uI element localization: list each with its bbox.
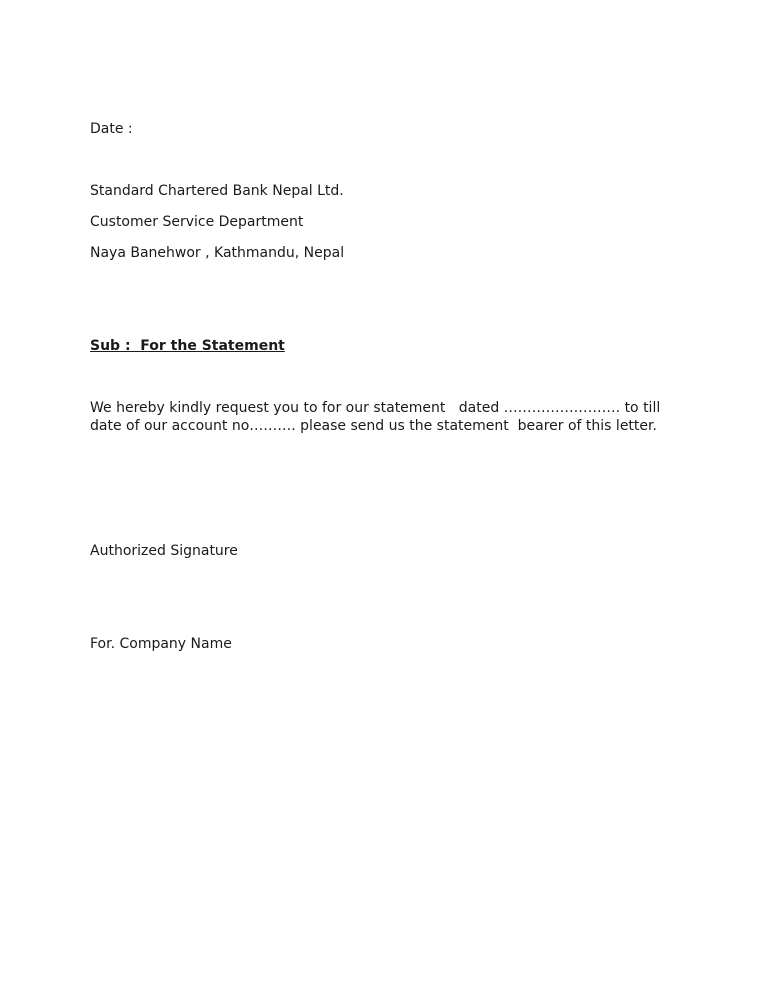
recipient-address: Naya Banehwor , Kathmandu, Nepal xyxy=(90,245,345,261)
signature-label: Authorized Signature xyxy=(90,543,238,559)
recipient-bank-name: Standard Chartered Bank Nepal Ltd. xyxy=(90,183,344,199)
company-label: For. Company Name xyxy=(90,636,232,652)
body-line-2: date of our account no………. please send us the statement bearer of this letter. xyxy=(90,418,657,434)
recipient-department: Customer Service Department xyxy=(90,214,304,230)
date-label: Date : xyxy=(90,121,133,137)
subject-line: Sub : For the Statement xyxy=(90,338,285,354)
body-line-1: We hereby kindly request you to for our statement dated ……………………. to till xyxy=(90,400,661,416)
